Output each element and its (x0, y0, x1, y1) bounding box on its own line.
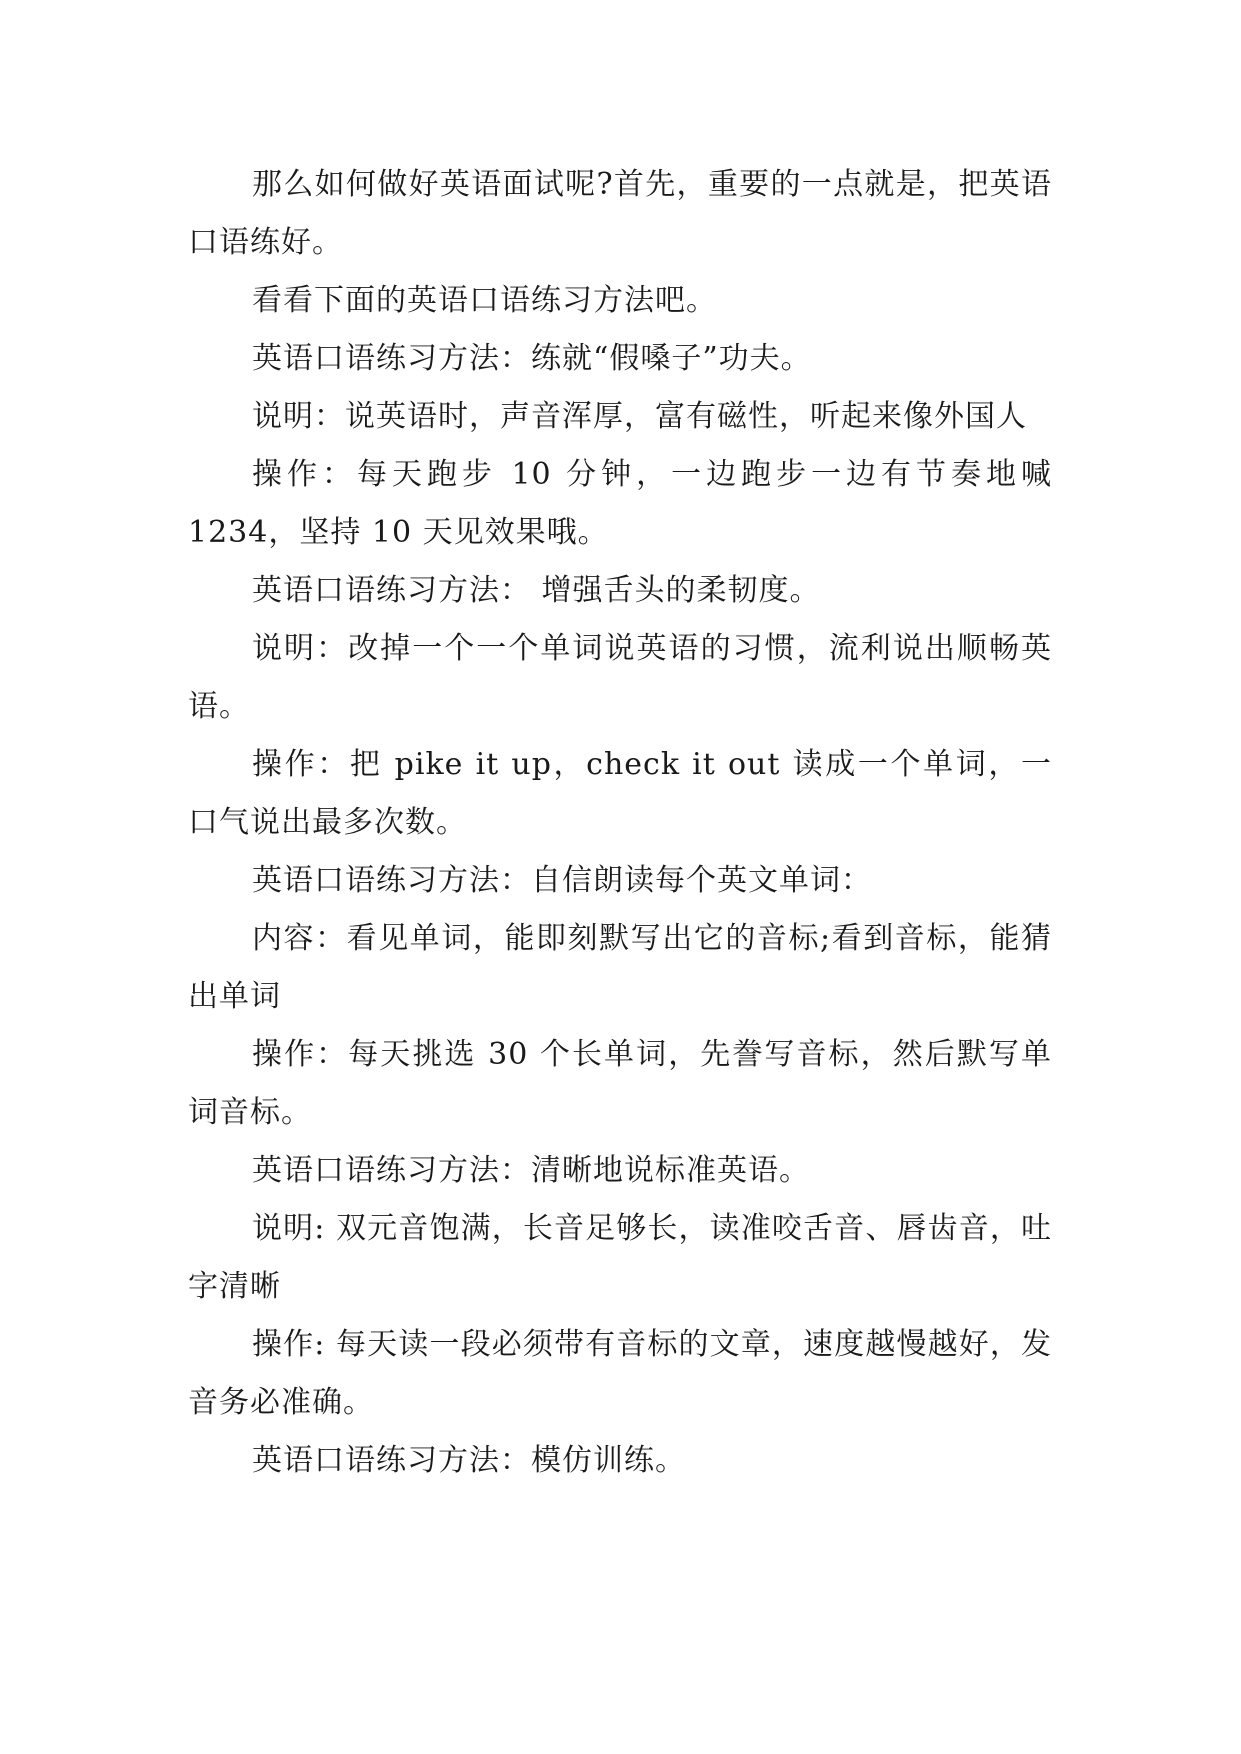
paragraph-lead-in: 看看下面的英语口语练习方法吧。 (252, 283, 717, 318)
method-heading-4: 英语口语练习方法：清晰地说标准英语。 (252, 1153, 810, 1188)
method-heading-1: 英语口语练习方法：练就“假嗓子”功夫。 (252, 341, 812, 376)
document-body (188, 156, 1052, 1490)
method-1-explanation: 说明：说英语时，声音浑厚，富有磁性，听起来像外国人 (252, 399, 1027, 434)
method-2-explanation: 说明：改掉一个一个单词说英语的习惯，流利说出顺畅英语。 (188, 631, 1052, 724)
method-heading-3: 英语口语练习方法：自信朗读每个英文单词： (252, 863, 872, 898)
method-4-operation: 操作: 每天读一段必须带有音标的文章，速度越慢越好，发音务必准确。 (188, 1327, 1052, 1420)
method-heading-2: 英语口语练习方法： 增强舌头的柔韧度。 (252, 573, 821, 608)
paragraph-intro: 那么如何做好英语面试呢?首先，重要的一点就是，把英语口语练好。 (188, 167, 1052, 260)
method-3-operation: 操作：每天挑选 30 个长单词，先誊写音标，然后默写单词音标。 (188, 1037, 1052, 1130)
method-4-explanation: 说明: 双元音饱满，长音足够长，读准咬舌音、唇齿音，吐字清晰 (188, 1211, 1052, 1304)
method-3-content: 内容：看见单词，能即刻默写出它的音标;看到音标，能猜出单词 (188, 921, 1052, 1014)
method-1-operation: 操作：每天跑步 10 分钟，一边跑步一边有节奏地喊 1234，坚持 10 天见效果哦。 (188, 457, 1052, 550)
method-2-operation: 操作：把 pike it up，check it out 读成一个单词，一口气说出最多次数。 (188, 747, 1052, 840)
method-heading-5: 英语口语练习方法：模仿训练。 (252, 1443, 686, 1478)
